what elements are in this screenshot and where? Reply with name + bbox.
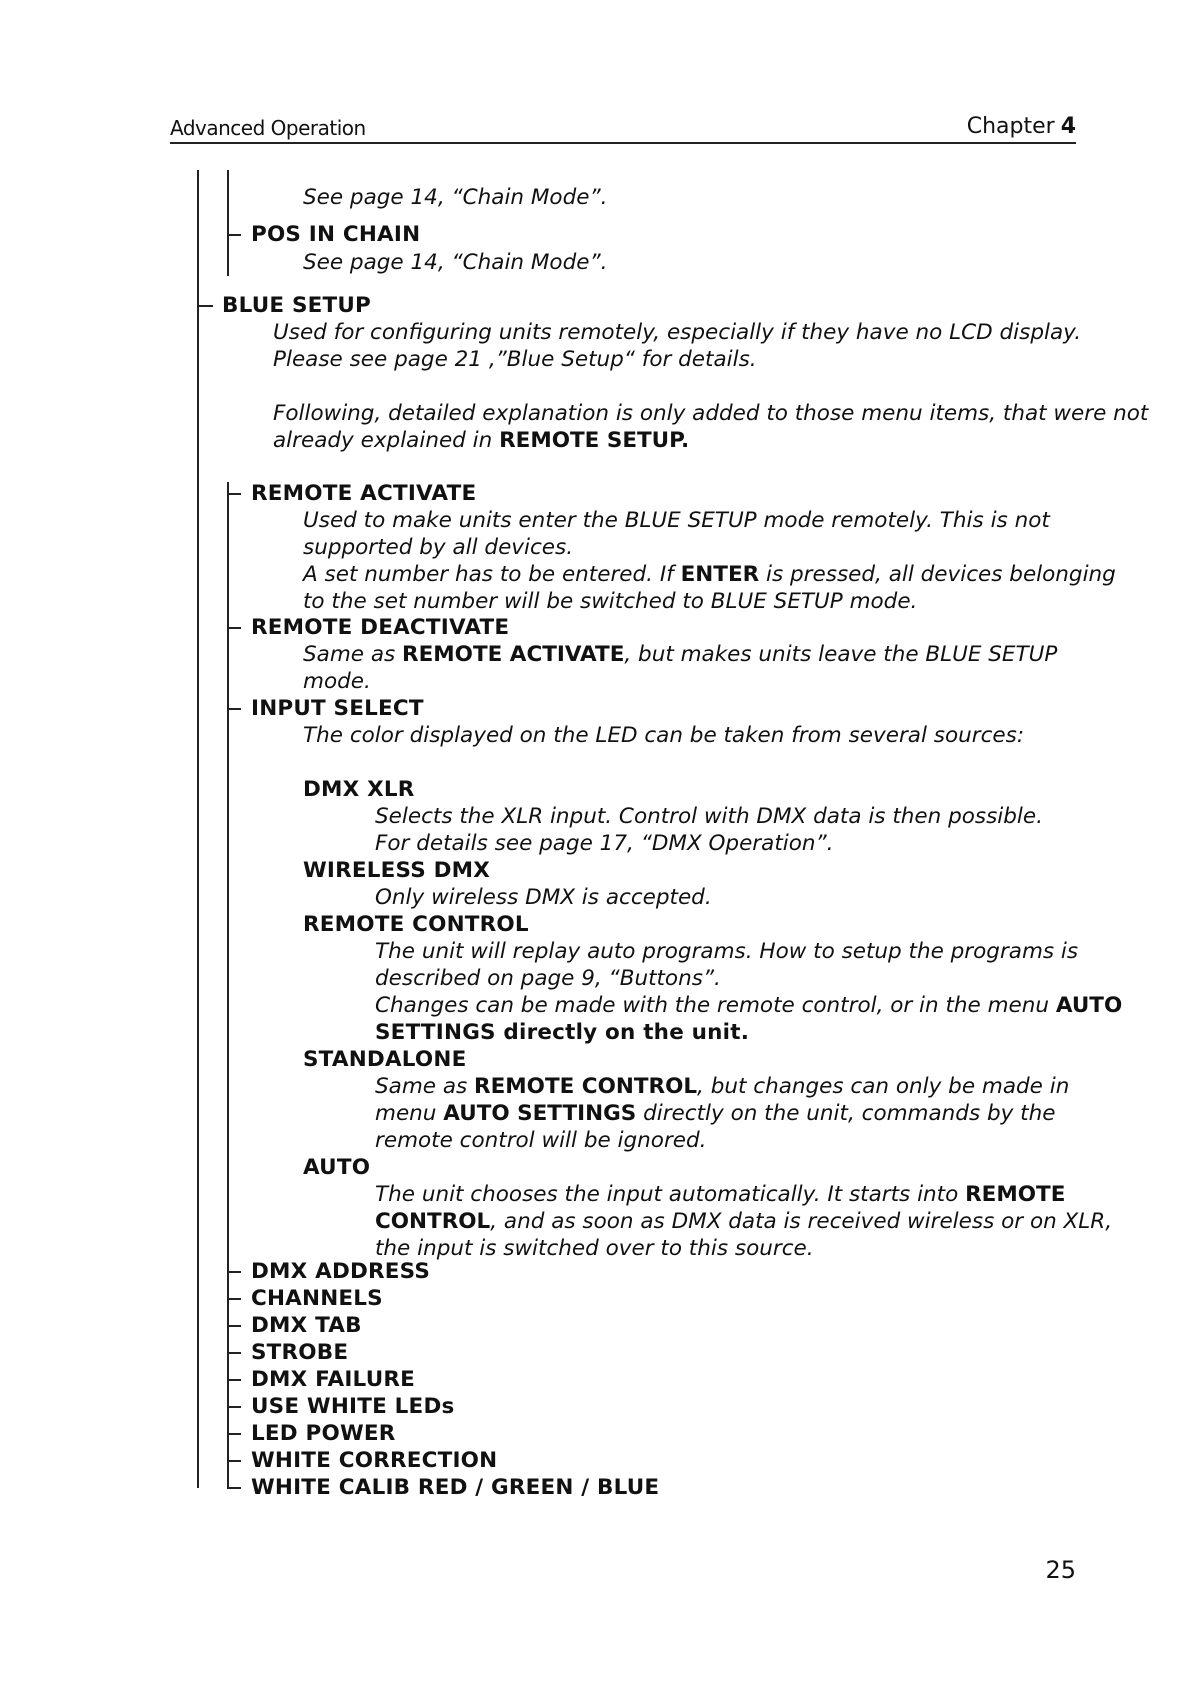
standalone-desc-1-post: , but changes can only be made in: [697, 1074, 1070, 1099]
remote-control-desc-3-pre: Changes can be made with the remote control, or in the menu: [375, 993, 1056, 1018]
tree-tick-white-calib: [227, 1487, 241, 1489]
auto-desc-2: [375, 1209, 1112, 1235]
dmx-xlr-desc-1: Selects the XLR input. Control with DMX data is then possible.: [375, 804, 1043, 829]
tree-tick-dmx-failure: [227, 1379, 241, 1381]
remote-deactivate-desc-1-pre: Same as: [303, 642, 403, 667]
tree-tick-dmx-address: [227, 1271, 241, 1273]
menu-item-led-power: LED POWER: [251, 1421, 396, 1446]
standalone-desc-1: [375, 1074, 1069, 1100]
remote-control-desc-2: described on page 9, “Buttons”.: [375, 966, 721, 991]
tree-tick-blue-setup: [197, 305, 213, 307]
tree-line-inner: [227, 482, 229, 1488]
remote-control-desc-1: The unit will replay auto programs. How to setup the programs is: [375, 939, 1079, 964]
dmx-xlr-desc-2: For details see page 17, “DMX Operation”.: [375, 831, 834, 856]
control-ref: CONTROL: [375, 1209, 491, 1234]
tree-tick-remote-deactivate: [227, 627, 241, 629]
header-rule: [170, 142, 1076, 144]
auto-desc-2-post: , and as soon as DMX data is received wireless or on XLR,: [490, 1209, 1113, 1234]
remote-ref: REMOTE: [965, 1182, 1066, 1207]
standalone-desc-3: remote control will be ignored.: [375, 1128, 707, 1153]
remote-activate-desc-3-post: is pressed, all devices belonging: [759, 562, 1116, 587]
menu-item-dmx-address: DMX ADDRESS: [251, 1259, 431, 1284]
blue-setup-desc-2: Please see page 21 ,”Blue Setup“ for details.: [273, 347, 757, 372]
option-standalone: STANDALONE: [303, 1047, 467, 1072]
tree-tick-led-power: [227, 1433, 241, 1435]
see-chain-mode-2: See page 14, “Chain Mode”.: [303, 250, 608, 275]
enter-key-ref: ENTER: [680, 562, 760, 587]
tree-tick-strobe: [227, 1352, 241, 1354]
tree-tick-input-select: [227, 708, 241, 710]
following-line-2-text: already explained in: [273, 428, 500, 453]
heading-remote-activate: REMOTE ACTIVATE: [251, 481, 477, 506]
remote-activate-desc-1: Used to make units enter the BLUE SETUP mode remotely. This is not: [303, 508, 1050, 533]
blue-setup-desc-1: Used for configuring units remotely, especially if they have no LCD display.: [273, 320, 1082, 345]
remote-activate-desc-3-pre: A set number has to be entered. If: [303, 562, 681, 587]
see-chain-mode-1: See page 14, “Chain Mode”.: [303, 185, 608, 210]
remote-activate-desc-4: to the set number will be switched to BLUE SETUP mode.: [303, 589, 918, 614]
auto-desc-1-pre: The unit chooses the input automatically. It starts into: [375, 1182, 966, 1207]
menu-item-channels: CHANNELS: [251, 1286, 383, 1311]
chapter-label: Chapter: [966, 114, 1055, 139]
option-remote-control: REMOTE CONTROL: [303, 912, 529, 937]
chapter-number: 4: [1060, 114, 1076, 139]
remote-deactivate-desc-1: [303, 642, 1057, 668]
remote-setup-ref: REMOTE SETUP.: [499, 428, 690, 453]
option-wireless-dmx: WIRELESS DMX: [303, 858, 491, 883]
following-line-1: Following, detailed explanation is only added to those menu items, that were not: [273, 401, 1149, 426]
remote-control-desc-4: SETTINGS directly on the unit.: [375, 1020, 750, 1045]
menu-item-dmx-tab: DMX TAB: [251, 1313, 362, 1338]
tree-line-inner-top: [227, 170, 229, 276]
input-select-desc: The color displayed on the LED can be taken from several sources:: [303, 723, 1025, 748]
page-number: 25: [1045, 1556, 1076, 1584]
heading-pos-in-chain: POS IN CHAIN: [251, 222, 421, 247]
tree-tick-pos-in-chain: [227, 234, 241, 236]
auto-desc-3: the input is switched over to this source.: [375, 1236, 814, 1261]
heading-blue-setup: BLUE SETUP: [222, 293, 372, 318]
following-line-2: [273, 428, 689, 454]
running-header-section: Advanced Operation: [170, 116, 366, 140]
menu-item-white-correction: WHITE CORRECTION: [251, 1448, 498, 1473]
option-dmx-xlr: DMX XLR: [303, 777, 415, 802]
tree-tick-channels: [227, 1298, 241, 1300]
remote-activate-desc-3: [303, 562, 1116, 588]
standalone-desc-1-pre: Same as: [375, 1074, 475, 1099]
standalone-desc-2: [375, 1101, 1055, 1127]
remote-deactivate-desc-1-post: , but makes units leave the BLUE SETUP: [624, 642, 1058, 667]
option-auto: AUTO: [303, 1155, 371, 1180]
auto-settings-ref: AUTO SETTINGS: [443, 1101, 637, 1126]
tree-line-outer: [197, 170, 199, 1488]
running-header-chapter: [967, 114, 1076, 139]
auto-desc-1: [375, 1182, 1065, 1208]
tree-tick-remote-activate: [227, 493, 241, 495]
wireless-dmx-desc: Only wireless DMX is accepted.: [375, 885, 712, 910]
tree-tick-white-correction: [227, 1460, 241, 1462]
standalone-desc-2-pre: menu: [375, 1101, 444, 1126]
standalone-desc-2-post: directly on the unit, commands by the: [636, 1101, 1056, 1126]
menu-item-white-calib: WHITE CALIB RED / GREEN / BLUE: [251, 1475, 660, 1500]
menu-item-use-white-leds: USE WHITE LEDs: [251, 1394, 455, 1419]
menu-item-strobe: STROBE: [251, 1340, 349, 1365]
heading-input-select: INPUT SELECT: [251, 696, 424, 721]
tree-tick-dmx-tab: [227, 1325, 241, 1327]
remote-deactivate-desc-2: mode.: [303, 669, 371, 694]
heading-remote-deactivate: REMOTE DEACTIVATE: [251, 615, 510, 640]
tree-tick-use-white-leds: [227, 1406, 241, 1408]
remote-activate-ref: REMOTE ACTIVATE: [402, 642, 625, 667]
remote-activate-desc-2: supported by all devices.: [303, 535, 574, 560]
menu-item-dmx-failure: DMX FAILURE: [251, 1367, 415, 1392]
remote-control-ref: REMOTE CONTROL: [474, 1074, 698, 1099]
auto-settings-ref-part1: AUTO: [1055, 993, 1123, 1018]
remote-control-desc-3: [375, 993, 1122, 1019]
